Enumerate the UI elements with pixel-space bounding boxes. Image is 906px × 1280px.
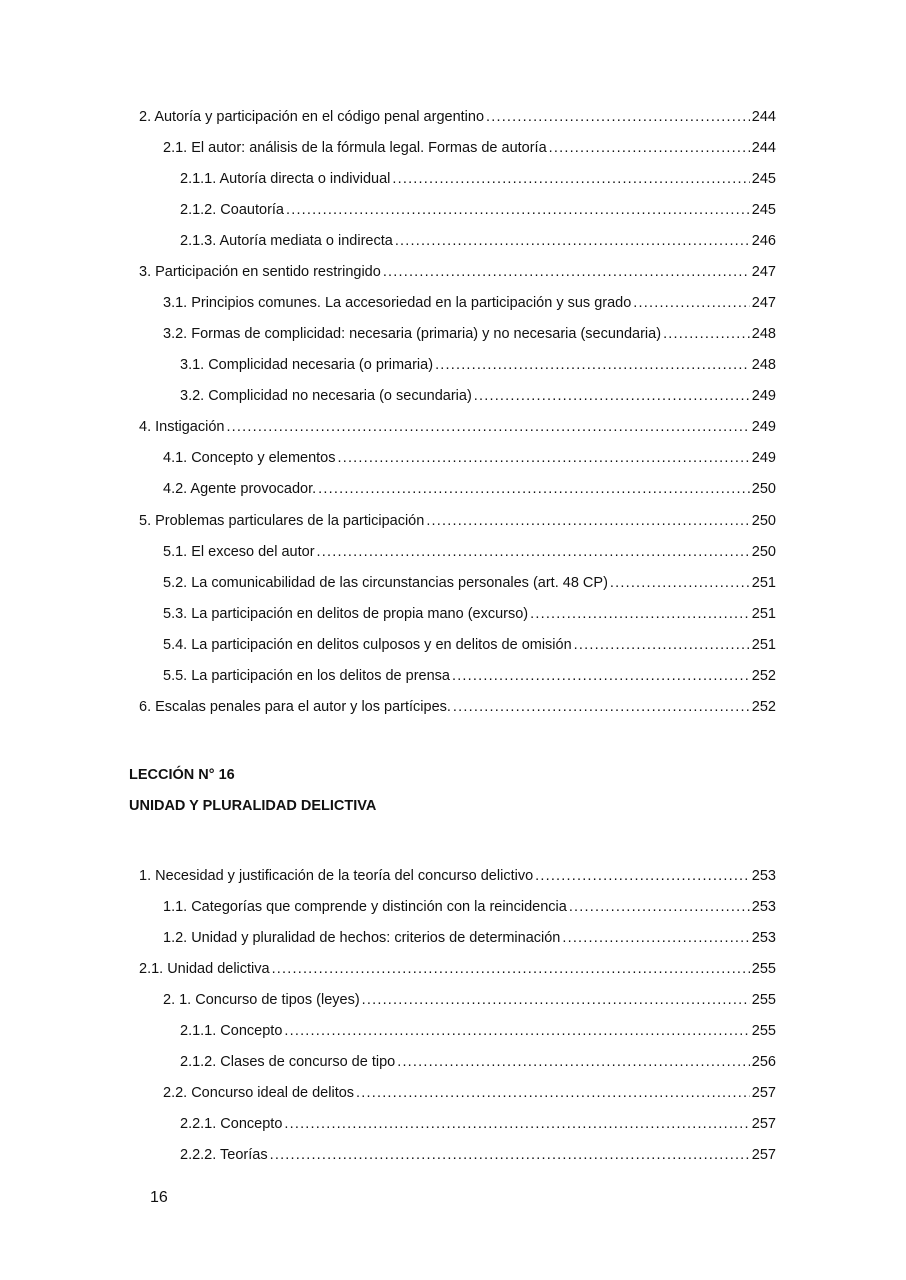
toc-entry-page: 244	[751, 140, 776, 156]
toc-entry-label: 3.1. Principios comunes. La accesoriedad en la participación y sus grado	[163, 295, 632, 311]
toc-leader-dots	[395, 231, 750, 251]
toc-entry-label: 2.1.1. Concepto	[180, 1023, 283, 1039]
toc-leader-dots	[574, 635, 750, 655]
toc-entry-page: 253	[751, 868, 776, 884]
toc-entry-label: 5.5. La participación en los delitos de prensa	[163, 668, 450, 684]
toc-leader-dots	[610, 573, 750, 593]
toc-entry-page: 245	[751, 171, 776, 187]
toc-leader-dots	[435, 355, 750, 375]
toc-entry[interactable]	[139, 697, 776, 717]
toc-entry-label: 5.4. La participación en delitos culposos y en delitos de omisión	[163, 637, 572, 653]
toc-leader-dots	[317, 542, 750, 562]
toc-entry-label: 2.1. Unidad delictiva	[139, 961, 270, 977]
toc-entry[interactable]	[180, 355, 776, 375]
toc-entry-label: 3. Participación en sentido restringido	[139, 264, 381, 280]
toc-entry[interactable]	[163, 1083, 776, 1103]
toc-leader-dots	[452, 666, 750, 686]
toc-leader-dots	[356, 1083, 750, 1103]
toc-entry-page: 255	[751, 1023, 776, 1039]
toc-leader-dots	[362, 990, 750, 1010]
toc-entry[interactable]	[180, 1052, 776, 1072]
toc-entry[interactable]	[180, 1021, 776, 1041]
lesson-number: LECCIÓN N° 16	[129, 767, 235, 783]
toc-leader-dots	[318, 479, 750, 499]
toc-entry-label: 2.2. Concurso ideal de delitos	[163, 1085, 355, 1101]
toc-entry-page: 251	[751, 606, 776, 622]
toc-leader-dots	[562, 928, 749, 948]
toc-entry-label: 3.1. Complicidad necesaria (o primaria)	[180, 357, 434, 373]
toc-entry-label: 5.2. La comunicabilidad de las circunstancias personales (art. 48 CP)	[163, 575, 608, 591]
lesson-title: UNIDAD Y PLURALIDAD DELICTIVA	[129, 798, 377, 814]
toc-entry-page: 257	[751, 1147, 776, 1163]
toc-entry[interactable]	[139, 262, 776, 282]
toc-entry-label: 2.1. El autor: análisis de la fórmula legal. Formas de autoría	[163, 140, 547, 156]
toc-entry-label: 4.1. Concepto y elementos	[163, 450, 336, 466]
toc-entry-label: 5.1. El exceso del autor	[163, 544, 315, 560]
toc-entry-label: 1.1. Categorías que comprende y distinción con la reincidencia	[163, 899, 567, 915]
toc-leader-dots	[226, 417, 749, 437]
toc-leader-dots	[569, 897, 750, 917]
toc-entry-label: 2.1.2. Coautoría	[180, 202, 284, 218]
toc-entry-label: 3.2. Complicidad no necesaria (o secundaria)	[180, 388, 472, 404]
toc-entry-page: 256	[751, 1054, 776, 1070]
toc-entry[interactable]	[180, 169, 776, 189]
toc-leader-dots	[338, 448, 750, 468]
toc-leader-dots	[530, 604, 750, 624]
toc-entry[interactable]	[180, 231, 776, 251]
toc-entry-page: 249	[751, 450, 776, 466]
toc-entry-page: 246	[751, 233, 776, 249]
toc-entry-page: 251	[751, 575, 776, 591]
toc-entry[interactable]	[163, 293, 776, 313]
toc-leader-dots	[284, 1021, 749, 1041]
toc-leader-dots	[426, 511, 749, 531]
toc-entry-label: 1. Necesidad y justificación de la teoría del concurso delictivo	[139, 868, 534, 884]
toc-entry[interactable]	[163, 666, 776, 686]
toc-entry-page: 252	[751, 668, 776, 684]
toc-entry[interactable]	[163, 542, 776, 562]
toc-entry[interactable]	[139, 511, 776, 531]
toc-leader-dots	[284, 1114, 749, 1134]
toc-entry[interactable]	[163, 324, 776, 344]
toc-entry-label: 4.2. Agente provocador.	[163, 481, 317, 497]
toc-entry-label: 4. Instigación	[139, 419, 225, 435]
toc-entry-page: 244	[751, 109, 776, 125]
toc-entry[interactable]	[163, 928, 776, 948]
toc-leader-dots	[397, 1052, 750, 1072]
toc-entry-page: 247	[751, 264, 776, 280]
toc-entry[interactable]	[163, 448, 776, 468]
toc-entry-label: 2.1.1. Autoría directa o individual	[180, 171, 391, 187]
toc-entry-label: 5.3. La participación en delitos de propia mano (excurso)	[163, 606, 529, 622]
toc-entry[interactable]	[163, 990, 776, 1010]
toc-entry-label: 3.2. Formas de complicidad: necesaria (primaria) y no necesaria (secundaria)	[163, 326, 662, 342]
toc-entry[interactable]	[180, 386, 776, 406]
toc-entry-page: 250	[751, 481, 776, 497]
toc-entry-page: 253	[751, 930, 776, 946]
toc-entry-page: 250	[751, 544, 776, 560]
toc-entry-page: 257	[751, 1085, 776, 1101]
toc-entry-label: 2. 1. Concurso de tipos (leyes)	[163, 992, 360, 1008]
toc-leader-dots	[549, 138, 750, 158]
toc-leader-dots	[535, 866, 750, 886]
toc-entry[interactable]	[139, 417, 776, 437]
toc-entry[interactable]	[180, 1114, 776, 1134]
toc-entry-page: 247	[751, 295, 776, 311]
toc-leader-dots	[286, 200, 750, 220]
toc-leader-dots	[383, 262, 750, 282]
toc-leader-dots	[392, 169, 749, 189]
toc-entry-page: 250	[751, 513, 776, 529]
toc-entry-page: 248	[751, 357, 776, 373]
toc-entry-page: 257	[751, 1116, 776, 1132]
toc-entry-page: 249	[751, 388, 776, 404]
toc-entry-label: 2.2.1. Concepto	[180, 1116, 283, 1132]
toc-entry-label: 2.1.2. Clases de concurso de tipo	[180, 1054, 396, 1070]
page-number: 16	[150, 1189, 168, 1206]
toc-leader-dots	[453, 697, 750, 717]
toc-entry-page: 252	[751, 699, 776, 715]
toc-entry[interactable]	[163, 897, 776, 917]
toc-entry-label: 2. Autoría y participación en el código penal argentino	[139, 109, 485, 125]
toc-entry[interactable]	[163, 635, 776, 655]
toc-entry-label: 6. Escalas penales para el autor y los partícipes.	[139, 699, 451, 715]
toc-entry[interactable]	[139, 866, 776, 886]
toc-entry-page: 245	[751, 202, 776, 218]
toc-entry[interactable]	[139, 959, 776, 979]
toc-entry-page: 248	[751, 326, 776, 342]
toc-entry-label: 2.1.3. Autoría mediata o indirecta	[180, 233, 393, 249]
toc-leader-dots	[663, 324, 750, 344]
toc-entry-page: 249	[751, 419, 776, 435]
toc-entry[interactable]	[139, 107, 776, 127]
toc-entry-label: 1.2. Unidad y pluralidad de hechos: criterios de determinación	[163, 930, 561, 946]
toc-leader-dots	[486, 107, 750, 127]
toc-entry-page: 255	[751, 992, 776, 1008]
toc-entry-label: 5. Problemas particulares de la participación	[139, 513, 425, 529]
toc-entry[interactable]	[163, 138, 776, 158]
toc-leader-dots	[474, 386, 750, 406]
toc-leader-dots	[272, 959, 750, 979]
toc-entry-label: 2.2.2. Teorías	[180, 1147, 268, 1163]
toc-leader-dots	[633, 293, 750, 313]
toc-entry[interactable]	[180, 1145, 776, 1165]
toc-entry-page: 251	[751, 637, 776, 653]
toc-entry-page: 253	[751, 899, 776, 915]
toc-entry[interactable]	[163, 479, 776, 499]
toc-entry[interactable]	[163, 573, 776, 593]
toc-entry[interactable]	[180, 200, 776, 220]
toc-entry[interactable]	[163, 604, 776, 624]
toc-entry-page: 255	[751, 961, 776, 977]
toc-leader-dots	[270, 1145, 750, 1165]
